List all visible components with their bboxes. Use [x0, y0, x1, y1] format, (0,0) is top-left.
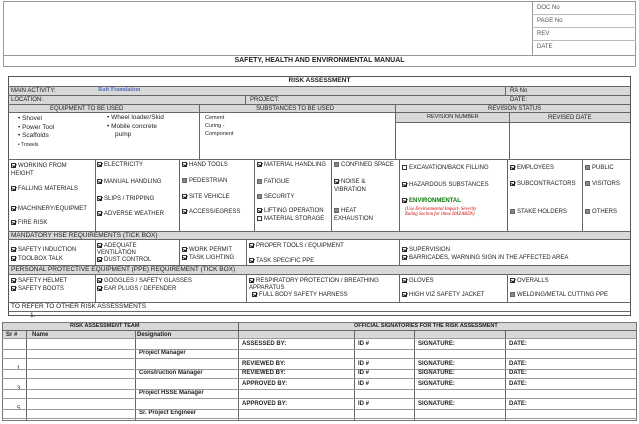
team-designation: Construction Manager [139, 370, 203, 376]
col-sr: Sr # [6, 332, 18, 338]
substance-1: Curing - [205, 123, 225, 129]
ppe-high-viz[interactable]: HIGH VIZ SAFETY JACKET [402, 292, 485, 298]
ppe-boots[interactable]: SAFETY BOOTS [11, 286, 64, 292]
hazard-machinery-equipmet[interactable] [11, 206, 87, 214]
hazard-label: VIBRATION [334, 186, 366, 193]
mand-ventilation[interactable]: ADEQUATE [97, 243, 137, 249]
substance-2: Component [205, 131, 234, 137]
hazard-adverse-weather[interactable] [97, 211, 164, 219]
hazard-others[interactable] [585, 209, 617, 217]
ppe-respiratory[interactable]: RESPIRATORY PROTECTION / BREATHING [249, 278, 379, 284]
hazard-label: FIRE RISK [18, 220, 48, 226]
hazard-label: FATIGUE [264, 179, 290, 185]
hazard-excavation-back-filling[interactable] [402, 165, 489, 173]
hazard-confined-space[interactable] [334, 162, 394, 170]
main-activity-value[interactable]: Raft Foundation [98, 86, 141, 93]
hazard-public[interactable] [585, 165, 614, 173]
hazard-fatigue[interactable] [257, 179, 289, 187]
hazard-heat[interactable] [334, 208, 373, 223]
checkbox[interactable] [257, 194, 262, 199]
env-note-1: (Use Environmental Impact- Severity [405, 207, 477, 212]
hazard-label: LIFTING OPERATION [264, 208, 324, 214]
signature-label: SIGNATURE: [418, 401, 455, 407]
substances-header: SUBSTANCES TO BE USED [256, 106, 335, 112]
id-label: ID # [358, 361, 370, 367]
id-label: ID # [358, 381, 370, 387]
hazard-label: ADVERSE WEATHER [104, 211, 164, 217]
checkbox[interactable] [585, 165, 590, 170]
hazard-label: OTHERS [592, 209, 618, 215]
hazard-label: VISITORS [592, 181, 620, 187]
ra-date-label: DATE: [510, 97, 528, 103]
hazard-label: ELECTRICITY [104, 162, 144, 168]
hazard-label: HEAT [341, 208, 357, 214]
page-no-label: PAGE No [537, 18, 563, 24]
revision-number-label: REVISION NUMBER [427, 114, 479, 120]
ppe-respiratory-2: APPARATUS [249, 285, 285, 291]
checkbox[interactable] [257, 208, 262, 213]
hazard-label: ENVIRONMENTAL [409, 198, 461, 204]
equip2-0: • Wheel loader/Skid [107, 114, 164, 121]
checkbox[interactable] [257, 162, 262, 167]
hazard-fire-risk[interactable] [11, 220, 47, 228]
project-label: PROJECT: [250, 97, 280, 103]
team-designation: Sr. Project Engineer [139, 410, 197, 416]
signature-label: SIGNATURE: [418, 381, 455, 387]
hazard-label: PUBLIC [592, 165, 614, 171]
refer-item-1: 1. [30, 312, 36, 319]
signatory-role: REVIEWED BY: [242, 361, 286, 367]
hazard-falling-materials[interactable] [11, 186, 78, 194]
hazard-visitors[interactable] [585, 181, 620, 189]
ra-no-label: RA No [510, 88, 528, 94]
signatory-date-label: DATE: [509, 341, 527, 347]
ra-title: RISK ASSESSMENT [288, 77, 351, 84]
checkbox[interactable] [97, 162, 102, 167]
signatories-header: OFFICIAL SIGNATORIES FOR THE RISK ASSESSMENT [354, 323, 498, 329]
rev-label: REV [537, 31, 550, 37]
ppe-overalls[interactable]: OVERALLS [510, 278, 549, 284]
ppe-welding[interactable]: WELDING/METAL CUTTING PPE [510, 292, 608, 298]
checkbox[interactable] [182, 194, 187, 199]
mand-supervision[interactable]: SUPERVISION [402, 247, 450, 253]
hazard-material-storage[interactable] [257, 216, 324, 224]
ppe-gloves[interactable]: GLOVES [402, 278, 434, 284]
checkbox[interactable] [510, 209, 515, 214]
ppe-goggles[interactable]: GOGGLES / SAFETY GLASSES [97, 278, 192, 284]
checkbox[interactable] [11, 206, 16, 211]
hazard-label: HAZARDOUS SUBSTANCES [409, 182, 489, 188]
hazard-label: HAND TOOLS [189, 162, 228, 168]
checkbox[interactable] [182, 178, 187, 183]
id-label: ID # [358, 341, 370, 347]
equip-bullet-0: • Shovel [18, 115, 42, 122]
checkbox[interactable] [97, 211, 102, 216]
checkbox[interactable] [402, 198, 407, 203]
checkbox[interactable] [402, 182, 407, 187]
doc-no-label: DOC No [537, 5, 560, 11]
hazard-label: SUBCONTRACTORS [517, 181, 576, 187]
env-note-2: Rating Section for these HAZARDS) [405, 212, 475, 217]
revision-header: REVISION STATUS [488, 106, 542, 112]
hazard-manual-handling[interactable] [97, 179, 161, 187]
ppe-harness[interactable]: FULL BODY SAFETY HARNESS [252, 292, 348, 298]
col-name: Name [32, 332, 49, 338]
hazard-label: SECURITY [264, 194, 295, 200]
checkbox[interactable] [334, 162, 339, 167]
manual-title: SAFETY, HEALTH AND ENVIRONMENTAL MANUAL [234, 57, 405, 64]
checkbox[interactable] [11, 163, 16, 168]
checkbox[interactable] [585, 209, 590, 214]
ppe-helmet[interactable]: SAFETY HELMET [11, 278, 67, 284]
ppe-header: PERSONAL PROTECTIVE EQUIPMENT (PPE) REQUIREMENT (TICK BOX) [11, 266, 236, 273]
hazard-label: WORKING FROM [18, 163, 67, 169]
equip2-2: pump [115, 131, 132, 138]
hazard-slips-tripping[interactable] [97, 196, 154, 204]
hazard-pedestrian[interactable] [182, 178, 227, 186]
checkbox[interactable] [11, 186, 16, 191]
signature-label: SIGNATURE: [418, 341, 455, 347]
hazard-label: SLIPS / TRIPPING [104, 196, 155, 202]
refer-header: TO REFER TO OTHER RISK ASSESSMENTS [11, 303, 147, 310]
hazard-employees[interactable] [510, 165, 554, 173]
hazard-label: FALLING MATERIALS [18, 186, 78, 192]
signatory-role: ASSESSED BY: [242, 341, 287, 347]
signatory-date-label: DATE: [509, 361, 527, 367]
hazard-label: MACHINERY/EQUIPMET [18, 206, 87, 212]
mand-toolbox-talk[interactable]: TOOLBOX TALK [11, 256, 63, 262]
checkbox[interactable] [402, 165, 407, 170]
date-label: DATE [537, 44, 553, 50]
checkbox[interactable] [97, 196, 102, 201]
team-header: RISK ASSESSMENT TEAM [70, 323, 140, 329]
mand-dust-control[interactable]: DUST CONTROL [97, 257, 151, 263]
signatory-date-label: DATE: [509, 381, 527, 387]
signatory-role: APPROVED BY: [242, 381, 288, 387]
hazard-label: EXHAUSTION [334, 215, 374, 222]
signatory-role-extra: REVIEWED BY: [242, 370, 286, 376]
location-label: LOCATION: [11, 97, 43, 103]
substance-0: Cement [205, 115, 225, 121]
checkbox[interactable] [182, 209, 187, 214]
checkbox[interactable] [257, 216, 262, 221]
hazard-working-from[interactable] [11, 163, 67, 178]
signatory-date-label: DATE: [509, 370, 527, 376]
hazard-label: STAKE HOLDERS [517, 209, 567, 215]
col-designation: Designation [137, 332, 172, 338]
id-label: ID # [358, 401, 370, 407]
checkbox[interactable] [97, 179, 102, 184]
equip-bullet-2: • Scaffolds [18, 132, 49, 139]
checkbox[interactable] [257, 179, 262, 184]
signatory-role: APPROVED BY: [242, 401, 288, 407]
hazard-stake-holders[interactable] [510, 209, 567, 217]
hazard-electricity[interactable] [97, 162, 143, 170]
ppe-ear-plugs[interactable]: EAR PLUGS / DEFENDER [97, 286, 176, 292]
mand-barricades[interactable]: BARRICADES, WARNING SIGN IN THE AFFECTED AREA [402, 255, 568, 261]
hazard-lifting-operation[interactable] [257, 208, 324, 216]
signatory-date-label: DATE: [509, 401, 527, 407]
mand-safety-induction[interactable]: SAFETY INDUCTION [11, 247, 76, 253]
hazard-hazardous-substances[interactable] [402, 182, 489, 190]
hazard-label: EXCAVATION/BACK FILLING [409, 165, 489, 171]
checkbox[interactable] [11, 220, 16, 225]
hazard-material-handling[interactable] [257, 162, 326, 170]
hazard-label: SITE VEHICLE [189, 194, 230, 200]
checkbox[interactable] [585, 181, 590, 186]
checkbox[interactable] [510, 181, 515, 186]
mand-task-lighting[interactable]: TASK LIGHTING [182, 255, 234, 261]
checkbox[interactable] [334, 179, 339, 184]
signature-label: SIGNATURE: [418, 361, 455, 367]
hazard-subcontractors[interactable] [510, 181, 576, 189]
hazard-label: CONFINED SPACE [341, 162, 394, 168]
equip-bullet-3: • Trowels [18, 142, 39, 148]
mandatory-header: MANDATORY HSE REQUIREMENTS (TICK BOX) [11, 232, 158, 239]
hazard-environmental[interactable] [402, 198, 461, 206]
checkbox[interactable] [182, 162, 187, 167]
hazard-label: MANUAL HANDLING [104, 179, 162, 185]
mand-proper-tools[interactable]: PROPER TOOLS / EQUIPMENT [249, 243, 344, 249]
main-activity-label: MAIN ACTIVITY: [11, 88, 56, 94]
team-designation: Project Manager [139, 350, 186, 356]
signature-label: SIGNATURE: [418, 370, 455, 376]
id-label: ID # [358, 370, 370, 376]
team-designation: Project HSSE Manager [139, 390, 204, 396]
hazard-label: ACCESS/EGRESS [189, 209, 241, 215]
hazard-security[interactable] [257, 194, 294, 202]
equipment-header: EQUIPMENT TO BE USED [50, 106, 124, 112]
hazard-site-vehicle[interactable] [182, 194, 230, 202]
hazard-label: MATERIAL HANDLING [264, 162, 327, 168]
hazard-noise[interactable] [334, 179, 366, 194]
mand-ventilation-2: VENTILATION [97, 250, 136, 256]
mand-work-permit[interactable]: WORK PERMIT [182, 247, 232, 253]
hazard-label: MATERIAL STORAGE [264, 216, 325, 222]
hazard-label: PEDESTRIAN [189, 178, 228, 184]
hazard-label: EMPLOYEES [517, 165, 555, 171]
revised-date-label: REVISED DATE [548, 115, 592, 121]
hazard-access-egress[interactable] [182, 209, 240, 217]
checkbox[interactable] [334, 208, 339, 213]
hazard-hand-tools[interactable] [182, 162, 228, 170]
hazard-label: NOISE & [341, 179, 366, 185]
checkbox[interactable] [510, 165, 515, 170]
equip2-1: • Mobile concrete [107, 123, 157, 130]
hazard-label: HEIGHT [11, 170, 34, 177]
equip-bullet-1: • Power Tool [18, 124, 55, 131]
mand-task-ppe[interactable]: TASK SPECIFIC PPE [249, 258, 314, 264]
